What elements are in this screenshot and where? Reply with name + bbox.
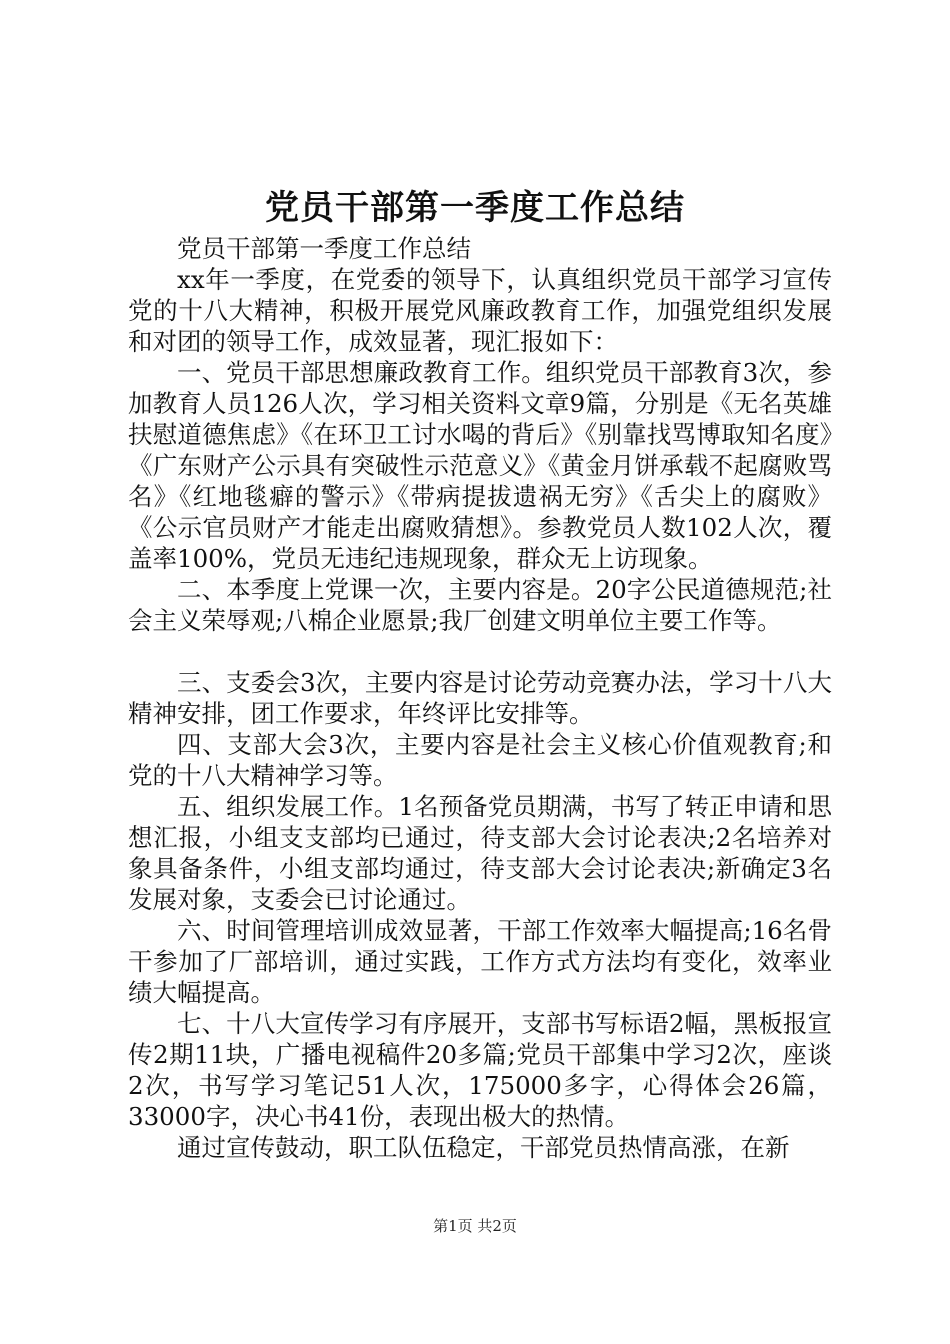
section-6-paragraph: 六、时间管理培训成效显著，干部工作效率大幅提高;16名骨干参加了厂部培训，通过实践，工作方式方法均有变化，效率业绩大幅提高。 [128, 916, 832, 1007]
section-3-paragraph: 三、支委会3次，主要内容是讨论劳动竞赛办法，学习十八大精神安排，团工作要求，年终评比安排等。 [128, 668, 832, 728]
subtitle-paragraph: 党员干部第一季度工作总结 [177, 234, 471, 263]
section-5-paragraph: 五、组织发展工作。1名预备党员期满，书写了转正申请和思想汇报，小组支支部均已通过，待支部大会讨论表决;2名培养对象具备条件，小组支部均通过，待支部大会讨论表决;新确定3名发展对象，支委会已讨论通过。 [128, 792, 832, 914]
document-body [128, 233, 832, 1163]
closing-paragraph: 通过宣传鼓动，职工队伍稳定，干部党员热情高涨，在新 [177, 1133, 790, 1162]
section-1-paragraph: 一、党员干部思想廉政教育工作。组织党员干部教育3次，参加教育人员126人次，学习相关资料文章9篇，分别是《无名英雄扶慰道德焦虑》《在环卫工讨水喝的背后》《别靠找骂博取知名度》《广东财产公示具有突破性示范意义》《黄金月饼承载不起腐败骂名》《红地毯癖的警示》《带病提拔遗祸无穷》《舌尖上的腐败》《公示官员财产才能走出腐败猜想》。参教党员人数102人次，覆盖率100%，党员无违纪违规现象，群众无上访现象。 [128, 358, 832, 573]
intro-paragraph: xx年一季度，在党委的领导下，认真组织党员干部学习宣传党的十八大精神，积极开展党风廉政教育工作，加强党组织发展和对团的领导工作，成效显著，现汇报如下： [128, 265, 832, 356]
paragraph-spacer [128, 636, 832, 667]
page-number: 第1页 共2页 [433, 1217, 517, 1235]
section-4-paragraph: 四、支部大会3次，主要内容是社会主义核心价值观教育;和党的十八大精神学习等。 [128, 730, 832, 790]
document-title: 党员干部第一季度工作总结 [265, 188, 685, 228]
section-7-paragraph: 七、十八大宣传学习有序展开，支部书写标语2幅，黑板报宣传2期11块，广播电视稿件20多篇;党员干部集中学习2次，座谈2次，书写学习笔记51人次，175000多字，心得体会26篇，33000字，决心书41份，表现出极大的热情。 [128, 1009, 832, 1131]
section-2-paragraph: 二、本季度上党课一次，主要内容是。20字公民道德规范;社会主义荣辱观;八棉企业愿景;我厂创建文明单位主要工作等。 [128, 575, 832, 635]
